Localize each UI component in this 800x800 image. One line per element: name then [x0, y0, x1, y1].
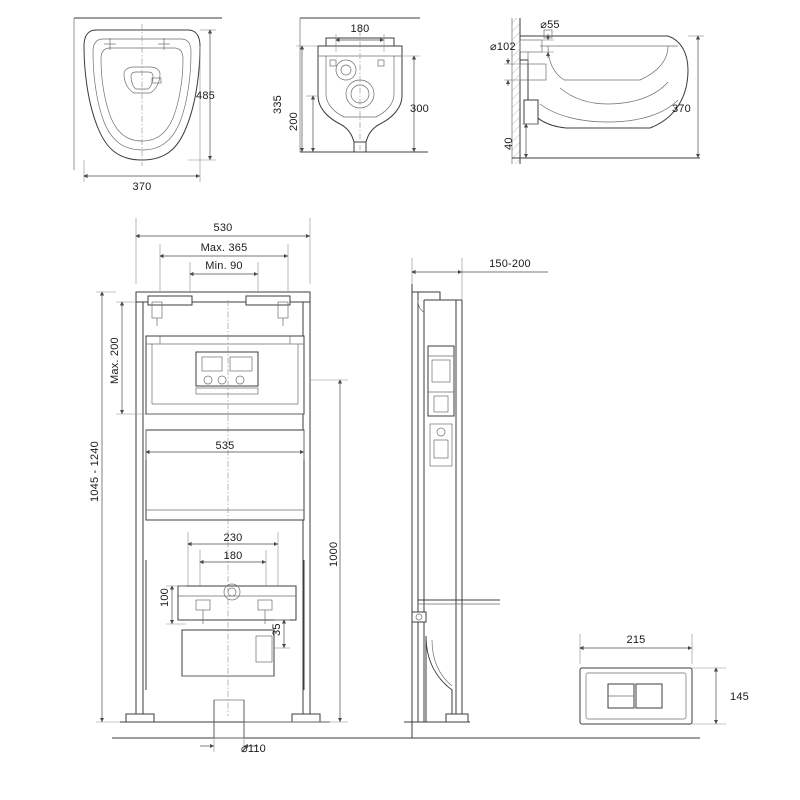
dim-label-370-top: 370	[132, 181, 152, 193]
dim-label-min90: Min. 90	[205, 260, 243, 272]
dim-label-55: ⌀55	[540, 19, 560, 31]
dim-label-1000: 1000	[328, 541, 340, 567]
dim-label-110: ⌀110	[241, 743, 266, 755]
dim-label-145: 145	[730, 691, 749, 703]
dim-label-300: 300	[410, 103, 429, 115]
view-pan-side	[504, 18, 704, 164]
dim-label-102: ⌀102	[490, 41, 516, 53]
dim-label-100: 100	[159, 588, 171, 607]
dim-label-485: 485	[196, 90, 215, 102]
dim-label-max200: Max. 200	[109, 337, 121, 384]
dim-label-1045-1240: 1045 - 1240	[89, 441, 101, 502]
view-pan-front	[296, 18, 428, 152]
view-flush-plate	[580, 634, 726, 724]
dim-label-215: 215	[626, 634, 646, 646]
dim-label-40: 40	[503, 137, 515, 150]
view-frame-side	[400, 258, 548, 738]
dim-label-200: 200	[288, 112, 300, 131]
dim-label-335: 335	[272, 95, 284, 114]
dim-label-150-200: 150-200	[489, 258, 531, 270]
dim-label-535: 535	[215, 440, 235, 452]
dim-label-370-side: 370	[672, 103, 691, 115]
dim-label-230: 230	[223, 532, 243, 544]
dim-label-max365: Max. 365	[200, 242, 248, 254]
dim-label-180-frame: 180	[223, 550, 243, 562]
dim-label-35: 35	[271, 623, 283, 636]
dim-label-530: 530	[213, 222, 233, 234]
dim-label-180-front: 180	[350, 23, 370, 35]
